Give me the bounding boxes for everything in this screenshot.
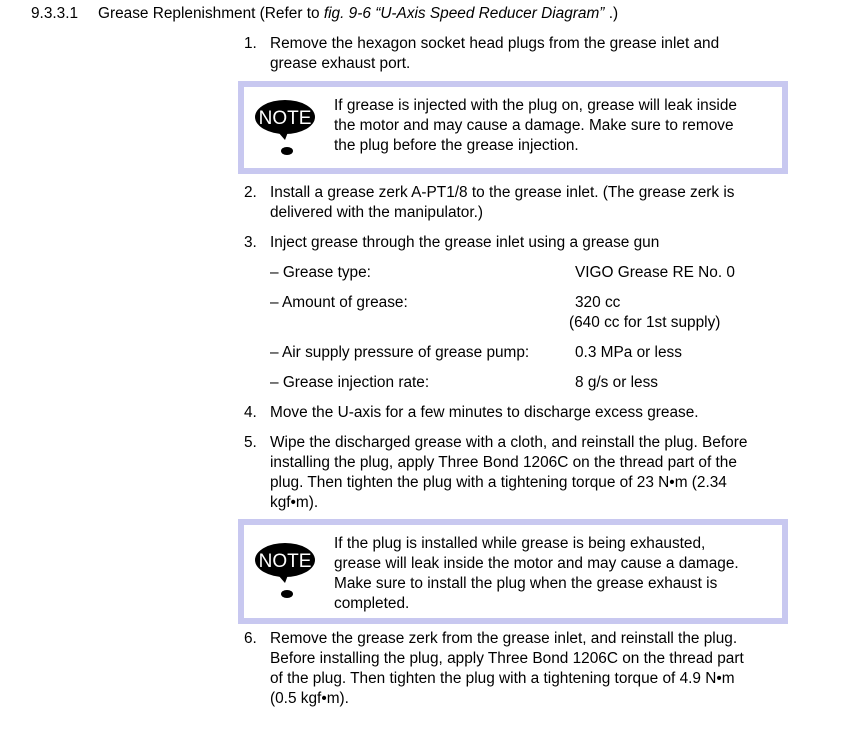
step-2-line-1: Install a grease zerk A-PT1/8 to the grease inlet. (The grease zerk is [270, 184, 735, 201]
step-5-line-1: Wipe the discharged grease with a cloth, and reinstall the plug. Before [270, 434, 748, 451]
note-label: NOTE [258, 551, 312, 572]
step-5-line-4: kgf•m). [270, 494, 319, 511]
note-box [238, 519, 788, 624]
step-number: 1. [244, 35, 257, 52]
step-2-line-2: delivered with the manipulator.) [270, 204, 484, 221]
step-4-line-1: Move the U-axis for a few minutes to discharge excess grease. [270, 404, 699, 421]
step-1-line-2: grease exhaust port. [270, 55, 411, 72]
step-5-line-2: installing the plug, apply Three Bond 1206C on the thread part of the [270, 454, 737, 471]
step-number: 3. [244, 234, 257, 251]
note-text [334, 534, 739, 614]
step-6-line-3: of the plug. Then tighten the plug with a tightening torque of 4.9 N•m [270, 670, 735, 687]
note-box [238, 81, 788, 174]
note-2-line-1: If the plug is installed while grease is being exhausted, [334, 535, 706, 552]
step-3-line-1: Inject grease through the grease inlet using a grease gun [270, 234, 660, 251]
spec-label: – Grease type: [270, 264, 371, 281]
step-1-line-1: Remove the hexagon socket head plugs from the grease inlet and [270, 35, 720, 52]
step-number: 2. [244, 184, 257, 201]
section-number: 9.3.3.1 [31, 5, 79, 22]
spec-label: – Air supply pressure of grease pump: [270, 344, 530, 361]
note-1-line-3: the plug before the grease injection. [334, 137, 579, 154]
note-icon [254, 96, 320, 162]
spec-value: 8 g/s or less [575, 374, 658, 391]
note-icon [254, 539, 320, 605]
note-2-line-2: grease will leak inside the motor and may cause a damage. [334, 555, 739, 572]
note-label: NOTE [258, 108, 312, 129]
note-text [334, 96, 737, 156]
spec-value: VIGO Grease RE No. 0 [575, 264, 735, 281]
spec-value: 0.3 MPa or less [575, 344, 682, 361]
step-number: 6. [244, 630, 257, 647]
note-2-line-4: completed. [334, 595, 410, 612]
step-5-line-3: plug. Then tighten the plug with a tightening torque of 23 N•m (2.34 [270, 474, 727, 491]
spec-label: – Grease injection rate: [270, 374, 430, 391]
section-title-prefix: Grease Replenishment (Refer to [98, 5, 324, 22]
section-title [98, 4, 618, 24]
step-number: 5. [244, 434, 257, 451]
spec-value-note: (640 cc for 1st supply) [569, 314, 721, 331]
step-number: 4. [244, 404, 257, 421]
step-6-line-1: Remove the grease zerk from the grease inlet, and reinstall the plug. [270, 630, 738, 647]
spec-label: – Amount of grease: [270, 294, 408, 311]
spec-value: 320 cc [575, 294, 621, 311]
note-1-line-1: If grease is injected with the plug on, grease will leak inside [334, 97, 737, 114]
step-6-line-2: Before installing the plug, apply Three Bond 1206C on the thread part [270, 650, 744, 667]
note-1-line-2: the motor and may cause a damage. Make sure to remove [334, 117, 734, 134]
step-6-line-4: (0.5 kgf•m). [270, 690, 349, 707]
note-2-line-3: Make sure to install the plug when the grease exhaust is [334, 575, 718, 592]
figure-title: “U-Axis Speed Reducer Diagram” [375, 5, 605, 22]
section-title-suffix: .) [604, 5, 619, 22]
figure-reference: fig. 9-6 [323, 5, 371, 22]
